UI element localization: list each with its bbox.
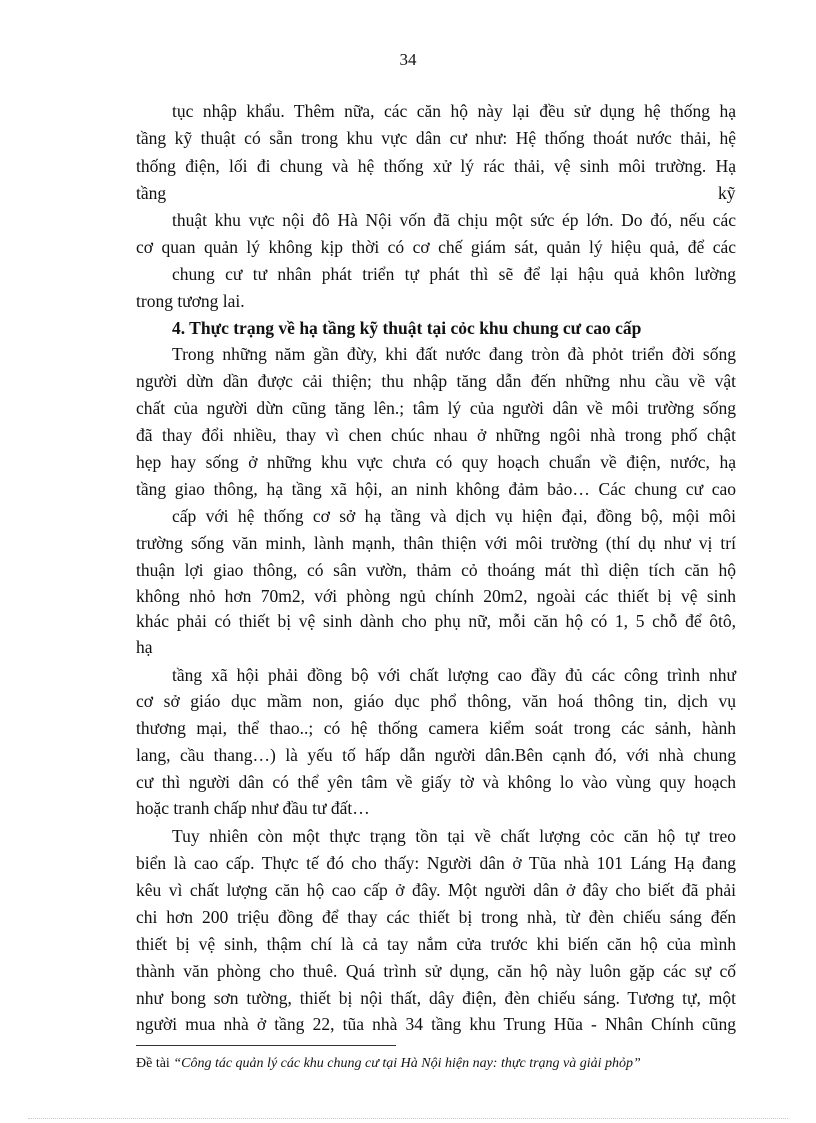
text-line: người dừn dần được cải thiện; thu nhập tăng dẫn đến những nhu cầu về vật	[136, 371, 736, 391]
text-line: Trong những năm gần đừy, khi đất nước đang tròn đà phỏt triển đời sống	[172, 344, 736, 364]
text-line: hạ	[136, 637, 153, 657]
text-line: chất của người dừn cũng tăng lên.; tâm lý của người dân về môi trường sống	[136, 398, 736, 418]
text-line: trường sống văn minh, lành mạnh, thân thiện với môi trường (thí dụ như vị trí	[136, 533, 736, 553]
text-line: kêu vì chất lượng căn hộ cao cấp ở đây. Một người dân ở đây cho biết đã phải	[136, 880, 736, 900]
text-line: đã thay đổi nhiều, thay vì chen chúc nhau ở những ngôi nhà trong phố chật	[136, 425, 736, 445]
text-line: cơ sở giáo dục mầm non, giáo dục phổ thông, văn hoá thông tin, dịch vụ	[136, 691, 736, 711]
footer-prefix: Đề tài	[136, 1056, 174, 1071]
text-line: tầng kỹ thuật có sẵn trong khu vực dân cư như: Hệ thống thoát nước thải, hệ	[136, 128, 736, 148]
text-line: hoặc tranh chấp như đầu tư đất…	[136, 798, 370, 818]
text-line: cư thì người dân có thể yên tâm về giấy tờ và không lo vào vùng quy hoạch	[136, 772, 736, 792]
footer-rule	[136, 1045, 396, 1046]
text-line: kỹ	[718, 183, 736, 203]
text-line: trong tương lai.	[136, 291, 245, 311]
text-line: cấp với hệ thống cơ sở hạ tầng và dịch vụ hiện đại, đồng bộ, mội môi	[172, 506, 736, 526]
text-line: thuật khu vực nội đô Hà Nội vốn đã chịu một sức ép lớn. Do đó, nếu các	[172, 210, 736, 230]
text-line: thuận lợi giao thông, có sân vườn, thảm cỏ thoáng mát thì diện tích căn hộ	[136, 560, 736, 580]
text-line: cơ quan quản lý không kịp thời có cơ chế giám sát, quản lý hiệu quả, để các	[136, 237, 736, 257]
text-line: khác phải có thiết bị vệ sinh dành cho phụ nữ, mỗi căn hộ có 1, 5 chỗ để ôtô,	[136, 611, 736, 631]
text-line: tầng	[136, 183, 167, 203]
text-line: thương mại, thể thao..; có hệ thống camera kiểm soát trong các sảnh, hành	[136, 718, 736, 738]
text-line: như bong sơn tường, thiết bị nội thất, dây điện, đèn chiếu sáng. Tương tự, một	[136, 988, 736, 1008]
text-line: chi hơn 200 triệu đồng để thay các thiết bị trong nhà, từ đèn chiếu sáng đến	[136, 907, 736, 927]
text-line: tục nhập khẩu. Thêm nữa, các căn hộ này lại đều sử dụng hệ thống hạ	[172, 101, 736, 121]
text-line: biển là cao cấp. Thực tế đó cho thấy: Người dân ở Tũa nhà 101 Láng Hạ đang	[136, 853, 736, 873]
text-line: hẹp hay sống ở những khu vực chưa có quy hoạch chuẩn về điện, nước, hạ	[136, 452, 736, 472]
text-line: Tuy nhiên còn một thực trạng tồn tại về chất lượng cỏc căn hộ tự treo	[172, 826, 736, 846]
page-bottom-border	[28, 1118, 788, 1119]
footer-title: “Công tác quản lý các khu chung cư tại Hà Nội hiện nay: thực trạng và giải phỏp”	[173, 1056, 641, 1071]
text-line: không nhỏ hơn 70m2, với phòng ngủ chính 20m2, ngoài các thiết bị vệ sinh	[136, 586, 736, 606]
text-line: thành văn phòng cho thuê. Quá trình sử dụng, căn hộ này luôn gặp các sự cố	[136, 961, 736, 981]
page-number: 34	[399, 50, 417, 69]
page-footer	[136, 1056, 641, 1072]
text-line: tầng giao thông, hạ tầng xã hội, an ninh không đảm bảo… Các chung cư cao	[136, 479, 736, 499]
section-heading: 4. Thực trạng về hạ tầng kỹ thuật tại cỏc khu chung cư cao cấp	[172, 318, 642, 338]
text-line: chung cư tư nhân phát triển tự phát thì sẽ để lại hậu quả khôn lường	[172, 264, 736, 284]
text-line: thiết bị vệ sinh, thậm chí là cả tay nắm cửa trước khi biến căn hộ của mình	[136, 934, 736, 954]
text-line: thống điện, lối đi chung và hệ thống xử lý rác thải, vệ sinh môi trường. Hạ	[136, 156, 736, 176]
text-line: người mua nhà ở tầng 22, tũa nhà 34 tầng khu Trung Hũa - Nhân Chính cũng	[136, 1014, 736, 1034]
text-line: tầng xã hội phải đồng bộ với chất lượng cao đầy đủ các công trình như	[172, 665, 736, 685]
text-line: lang, cầu thang…) là yếu tố hấp dẫn người dân.Bên cạnh đó, với nhà chung	[136, 745, 736, 765]
